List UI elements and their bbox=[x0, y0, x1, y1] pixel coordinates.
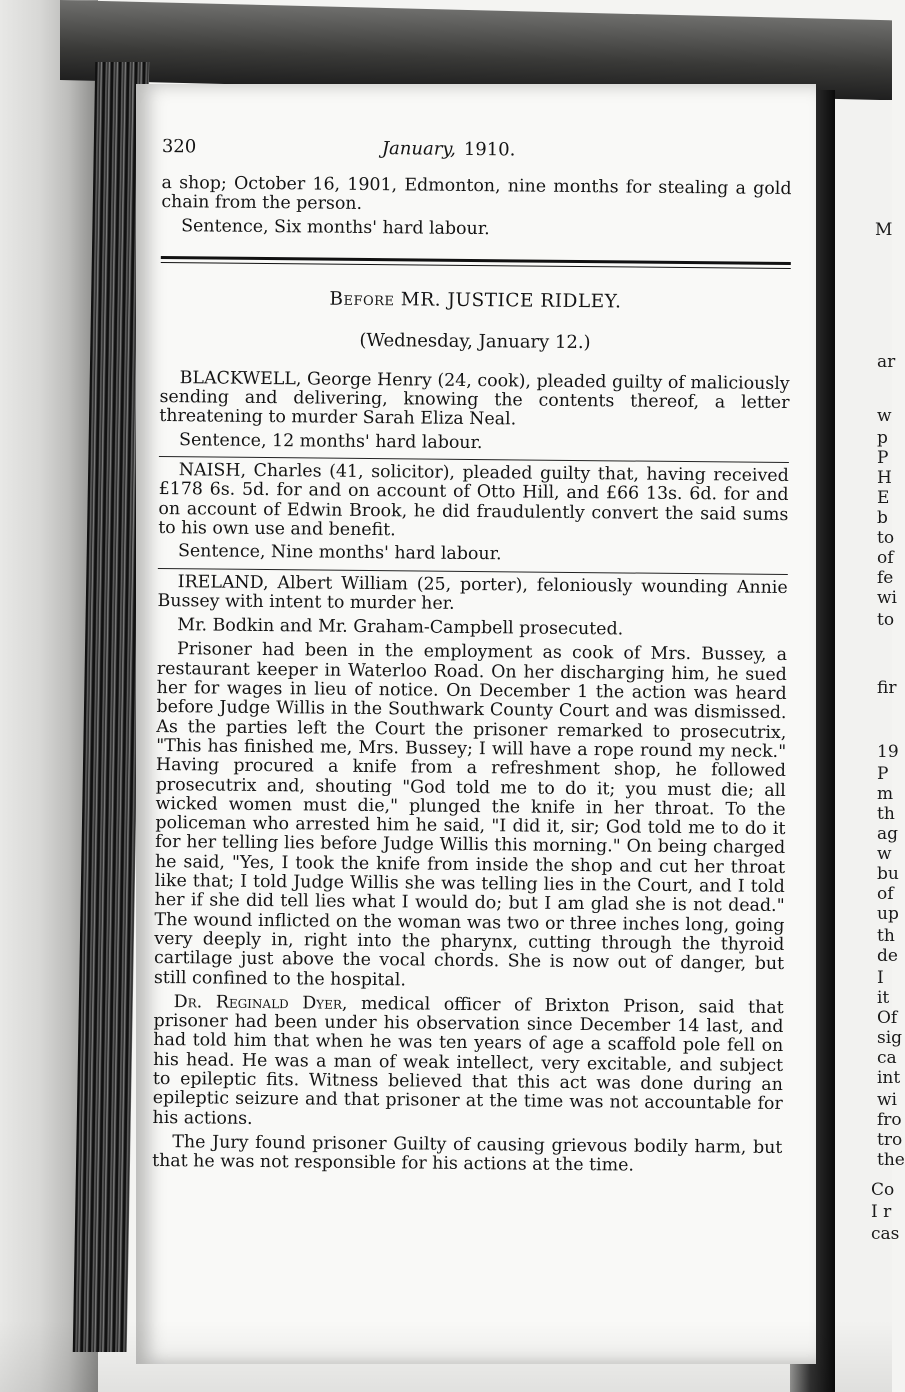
facing-page-text: it bbox=[877, 988, 890, 1008]
scan-bottom-shade bbox=[0, 1320, 892, 1392]
facing-page-text: up bbox=[877, 904, 899, 924]
facing-page-text: P bbox=[877, 448, 889, 468]
facing-page-text: wi bbox=[877, 1090, 897, 1110]
counsel-line: Mr. Bodkin and Mr. Graham-Campbell prosecuted. bbox=[177, 615, 624, 640]
facing-page-text: H bbox=[877, 468, 892, 488]
facing-page-text: cas bbox=[871, 1224, 900, 1244]
witness-testimony bbox=[152, 993, 783, 1134]
case-entry-blackwell: BLACKWELL, George Henry (24, cook), pleaded guilty of maliciously sending and delivering, knowing the contents thereof, a letter threatening to murder Sarah Eliza Neal. bbox=[159, 368, 790, 430]
facing-page-text: to bbox=[877, 528, 895, 548]
facing-page-text: tro bbox=[877, 1130, 903, 1150]
judge-heading-prefix: Before bbox=[329, 288, 395, 311]
facing-page-text: P bbox=[877, 764, 889, 784]
facing-page-text: fro bbox=[877, 1110, 902, 1130]
facing-page-text: ar bbox=[877, 352, 896, 372]
page-number: 320 bbox=[161, 136, 197, 158]
case-facts: Prisoner had been in the employment as cook of Mrs. Bussey, a restaurant keeper in Waterloo Road. On her discharging him, he sued her for wages in lieu of notice. On December 1 the action was heard before Judge Willis in the Southwark County Court and was dismissed. As the parties left the Court the prisoner remarked to prosecutrix, "This has finished me, Mrs. Bussey; I will have a rope round my neck." Having procured a knife from a refreshment shop, he followed prosecutrix and, shouting "God told me to do it; you must die; all wicked women must die," plunged the knife in her throat. To the policeman who arrested him he said, "I did it, sir; God told me to do it for her telling lies before Judge Willis this morning." On being charged he said, "Yes, I took the knife from inside the shop and cut her throat like that; I told Judge Willis she was telling lies in the Court, and I told her if she did tell lies what I would do; but I am glad she is not dead." The wound inflicted on the woman was two or three inches long, going very deeply in, right into the pharynx, cutting through the thyroid cartilage just above the vocal chords. She is now out of danger, but still confined to the hospital. bbox=[153, 639, 788, 990]
facing-page-text: of bbox=[877, 884, 894, 904]
facing-page-text: b bbox=[877, 508, 888, 528]
facing-page-text: I bbox=[877, 968, 884, 988]
facing-page-text: to bbox=[877, 610, 895, 630]
facing-page-text: ag bbox=[877, 824, 899, 844]
sitting-date: (Wednesday, January 12.) bbox=[359, 329, 591, 354]
facing-page-text: w bbox=[877, 406, 892, 426]
facing-page-text: I r bbox=[871, 1202, 892, 1222]
judge-heading-name: MR. JUSTICE RIDLEY. bbox=[400, 289, 622, 313]
facing-page-text: the bbox=[877, 1150, 905, 1170]
header-month: January, bbox=[381, 138, 456, 160]
case-sentence: Sentence, 12 months' hard labour. bbox=[178, 429, 483, 453]
book-page bbox=[136, 84, 816, 1364]
facing-page-text: Co bbox=[871, 1180, 895, 1200]
section-divider bbox=[161, 256, 791, 269]
case-sentence: Sentence, Nine months' hard labour. bbox=[177, 541, 502, 565]
header-year: 1910. bbox=[463, 138, 516, 161]
facing-page-text: th bbox=[877, 804, 895, 824]
facing-page-text: sig bbox=[877, 1028, 903, 1048]
facing-page-fragment bbox=[835, 100, 905, 1392]
facing-page-text: M bbox=[875, 220, 893, 240]
facing-page-text: fe bbox=[877, 568, 894, 588]
facing-page-text: wi bbox=[877, 588, 897, 608]
facing-page-text: m bbox=[877, 784, 894, 804]
page-content bbox=[152, 136, 792, 1177]
case-text-continued: a shop; October 16, 1901, Edmonton, nine months for stealing a gold chain from the person. bbox=[161, 172, 792, 215]
facing-page-text: bu bbox=[877, 864, 899, 884]
facing-page-text: int bbox=[877, 1068, 901, 1088]
judge-heading bbox=[160, 287, 790, 314]
witness-statement: , medical officer of Brixton Prison, said that prisoner had been under his observation since December 14 last, and had told him that when he was ten years of age a scaffold pole fell on his head. He was a man of weak intellect, very excitable, and subject to epileptic fits. Witness believed that this act was done during an epileptic seizure and that prisoner at the time was not accountable for his actions. bbox=[152, 993, 784, 1129]
witness-name: Dr. Reginald Dyer bbox=[173, 991, 343, 1014]
facing-page-text: E bbox=[877, 488, 890, 508]
case-entry-naish: NAISH, Charles (41, solicitor), pleaded guilty that, having received £178 6s. 5d. for and on account of Otto Hill, and £66 13s. 6d. for and on account of Edwin Brook, he did fraudulently convert the said sums to his own use and benefit. bbox=[158, 460, 789, 541]
facing-page-text: ca bbox=[877, 1048, 897, 1068]
facing-page-text: fir bbox=[877, 678, 897, 698]
facing-page-text: th bbox=[877, 926, 895, 946]
facing-page-text: p bbox=[877, 428, 888, 448]
facing-page-text: Of bbox=[877, 1008, 898, 1028]
facing-page-text: de bbox=[877, 946, 898, 966]
facing-page-text: 19 bbox=[877, 742, 899, 762]
facing-page-text: of bbox=[877, 548, 894, 568]
case-sentence: Sentence, Six months' hard labour. bbox=[181, 215, 490, 239]
facing-page-text: w bbox=[877, 844, 892, 864]
jury-verdict: The Jury found prisoner Guilty of causing grievous bodily harm, but that he was not responsible for his actions at the time. bbox=[152, 1132, 783, 1176]
case-entry-ireland: IRELAND, Albert William (25, porter), feloniously wounding Annie Bussey with intent to murder her. bbox=[157, 571, 788, 614]
running-header bbox=[162, 136, 792, 168]
